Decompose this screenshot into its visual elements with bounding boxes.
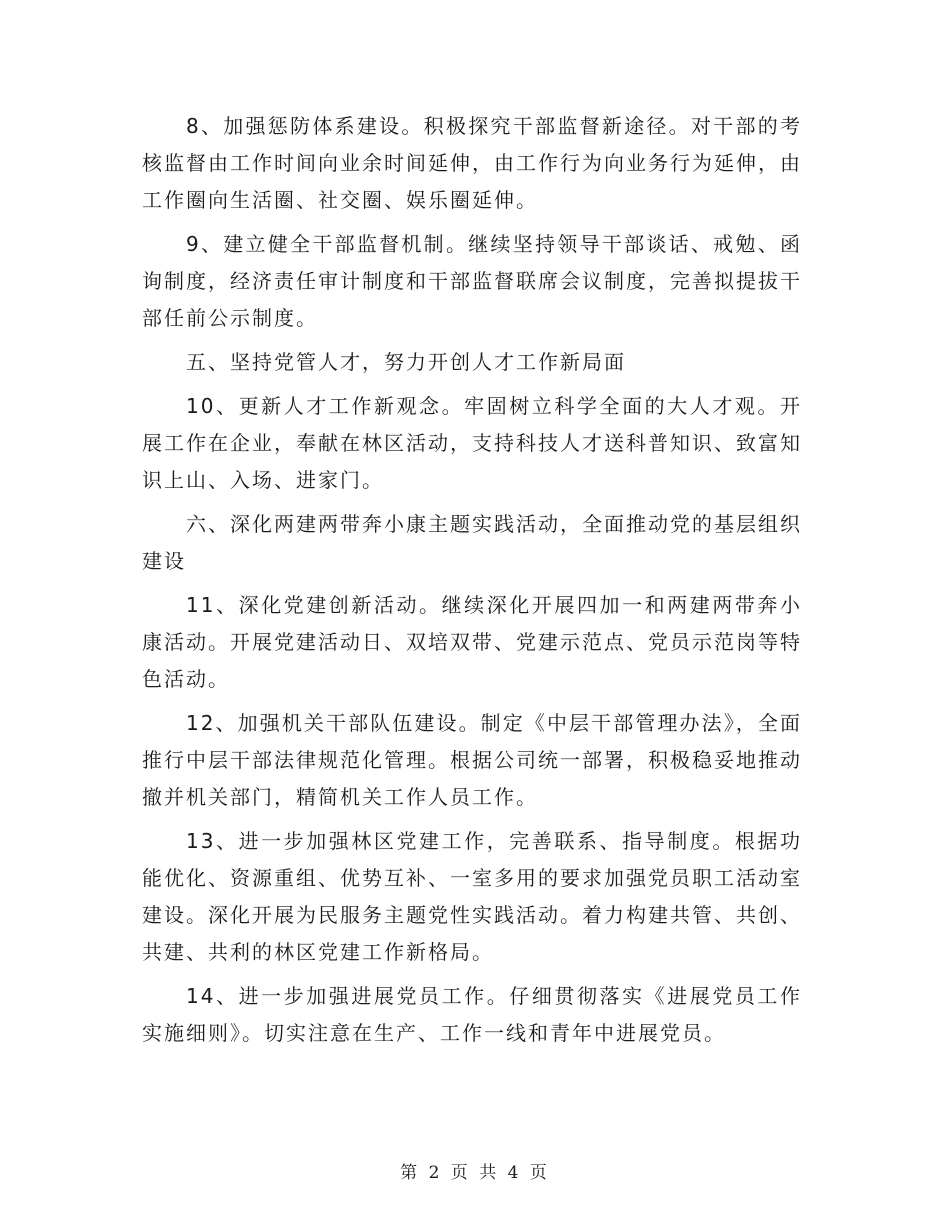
paragraph-item-10: 10、更新人才工作新观念。牢固树立科学全面的大人才观。开展工作在企业，奉献在林区活动，支持科技人才送科普知识、致富知识上山、入场、进家门。 xyxy=(142,394,802,492)
section-heading-5: 五、坚持党管人才，努力开创人才工作新局面 xyxy=(186,350,626,374)
page-number-footer: 第 2 页 共 4 页 xyxy=(400,1163,550,1183)
paragraph-item-9: 9、建立健全干部监督机制。继续坚持领导干部谈话、戒勉、函询制度，经济责任审计制度和干部监督联席会议制度，完善拟提拔干部任前公示制度。 xyxy=(142,232,802,330)
document-body xyxy=(142,108,802,1059)
paragraph-item-8: 8、加强惩防体系建设。积极探究干部监督新途径。对干部的考核监督由工作时间向业余时间延伸，由工作行为向业务行为延伸，由工作圈向生活圈、社交圈、娱乐圈延伸。 xyxy=(142,114,802,212)
paragraph-item-12: 12、加强机关干部队伍建设。制定《中层干部管理办法》，全面推行中层干部法律规范化管理。根据公司统一部署，积极稳妥地推动撤并机关部门，精简机关工作人员工作。 xyxy=(142,711,802,809)
section-heading-6: 六、深化两建两带奔小康主题实践活动，全面推动党的基层组织建设 xyxy=(142,512,802,573)
paragraph-item-11: 11、深化党建创新活动。继续深化开展四加一和两建两带奔小康活动。开展党建活动日、双培双带、党建示范点、党员示范岗等特色活动。 xyxy=(142,593,802,691)
paragraph-item-13: 13、进一步加强林区党建工作，完善联系、指导制度。根据功能优化、资源重组、优势互补、一室多用的要求加强党员职工活动室建设。深化开展为民服务主题党性实践活动。着力构建共管、共创、共建、共利的林区党建工作新格局。 xyxy=(142,829,802,964)
paragraph-item-14: 14、进一步加强进展党员工作。仔细贯彻落实《进展党员工作实施细则》。切实注意在生产、工作一线和青年中进展党员。 xyxy=(142,984,802,1045)
